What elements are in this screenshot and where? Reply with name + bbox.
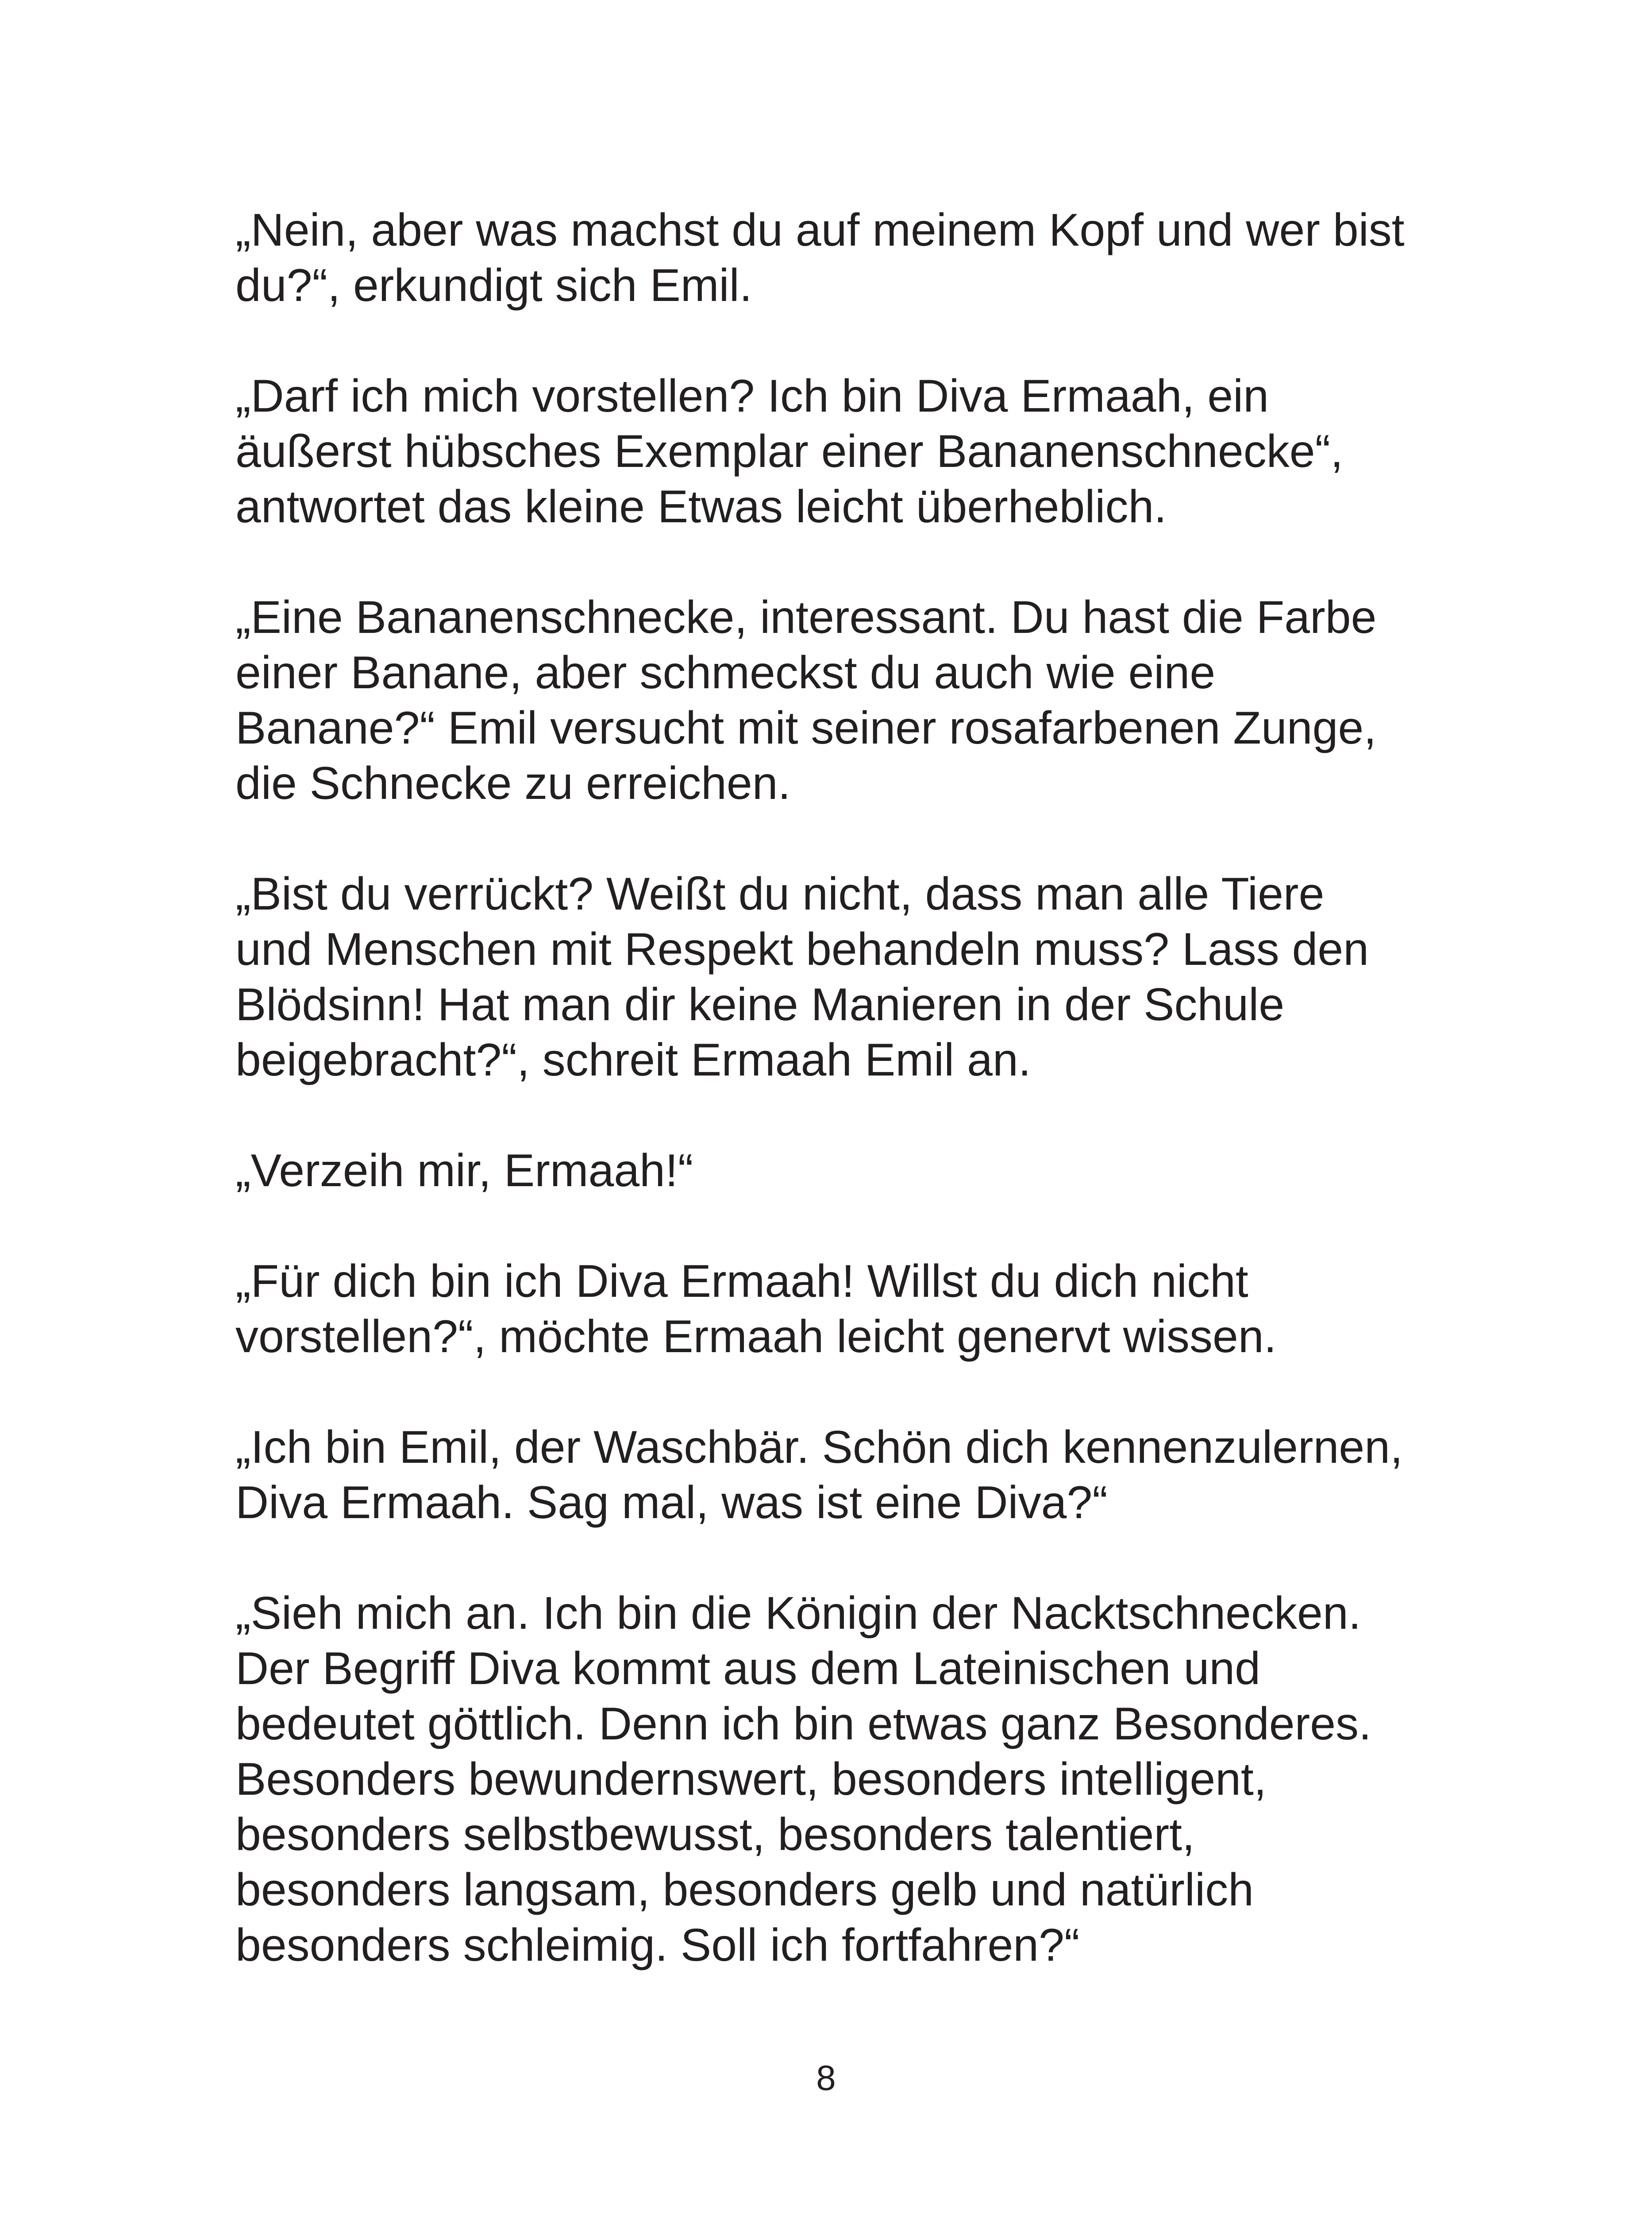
text-line: besonders langsam, besonders gelb und natürlich	[235, 1864, 1254, 1916]
text-line: Banane?“ Emil versucht mit seiner rosafarbenen Zunge,	[235, 702, 1377, 754]
text-line: Diva Ermaah. Sag mal, was ist eine Diva?“	[235, 1477, 1108, 1528]
paragraph-4	[235, 867, 1519, 1088]
text-line: „Eine Bananenschnecke, interessant. Du hast die Farbe	[235, 592, 1377, 643]
text-line: Blödsinn! Hat man dir keine Manieren in der Schule	[235, 979, 1285, 1030]
text-line: „Ich bin Emil, der Waschbär. Schön dich kennenzulernen,	[235, 1422, 1403, 1473]
text-line: „Verzeih mir, Ermaah!“	[235, 1145, 693, 1196]
text-line: „Sieh mich an. Ich bin die Königin der Nacktschnecken.	[235, 1588, 1361, 1639]
text-line: einer Banane, aber schmeckst du auch wie eine	[235, 647, 1216, 698]
paragraph-6	[235, 1254, 1519, 1365]
text-line: besonders selbstbewusst, besonders talentiert,	[235, 1809, 1195, 1860]
paragraph-7	[235, 1420, 1519, 1531]
text-line: beigebracht?“, schreit Ermaah Emil an.	[235, 1034, 1031, 1086]
text-line: „Darf ich mich vorstellen? Ich bin Diva Ermaah, ein	[235, 370, 1269, 422]
paragraph-8	[235, 1586, 1519, 1973]
paragraph-2	[235, 369, 1519, 535]
text-line: besonders schleimig. Soll ich fortfahren?“	[235, 1920, 1080, 1971]
text-line: Der Begriff Diva kommt aus dem Lateinischen und	[235, 1643, 1261, 1694]
text-line: „Bist du verrückt? Weißt du nicht, dass man alle Tiere	[235, 868, 1325, 920]
text-line: „Für dich bin ich Diva Ermaah! Willst du dich nicht	[235, 1256, 1248, 1307]
text-line: die Schnecke zu erreichen.	[235, 758, 791, 809]
page-number: 8	[816, 2058, 836, 2097]
text-line: vorstellen?“, möchte Ermaah leicht genervt wissen.	[235, 1311, 1277, 1362]
text-line: du?“, erkundigt sich Emil.	[235, 260, 752, 311]
text-line: äußerst hübsches Exemplar einer Bananenschnecke“,	[235, 426, 1344, 477]
paragraph-3	[235, 590, 1519, 811]
text-line: und Menschen mit Respekt behandeln muss? Lass den	[235, 924, 1369, 975]
text-line: bedeutet göttlich. Denn ich bin etwas ganz Besonderes.	[235, 1698, 1371, 1750]
text-line: Besonders bewundernswert, besonders intelligent,	[235, 1754, 1267, 1805]
paragraph-1	[235, 203, 1519, 313]
paragraph-5	[235, 1143, 1519, 1199]
story-text	[235, 203, 1519, 2028]
text-line: antwortet das kleine Etwas leicht überheblich.	[235, 481, 1167, 532]
text-line: „Nein, aber was machst du auf meinem Kopf und wer bist	[235, 204, 1405, 256]
